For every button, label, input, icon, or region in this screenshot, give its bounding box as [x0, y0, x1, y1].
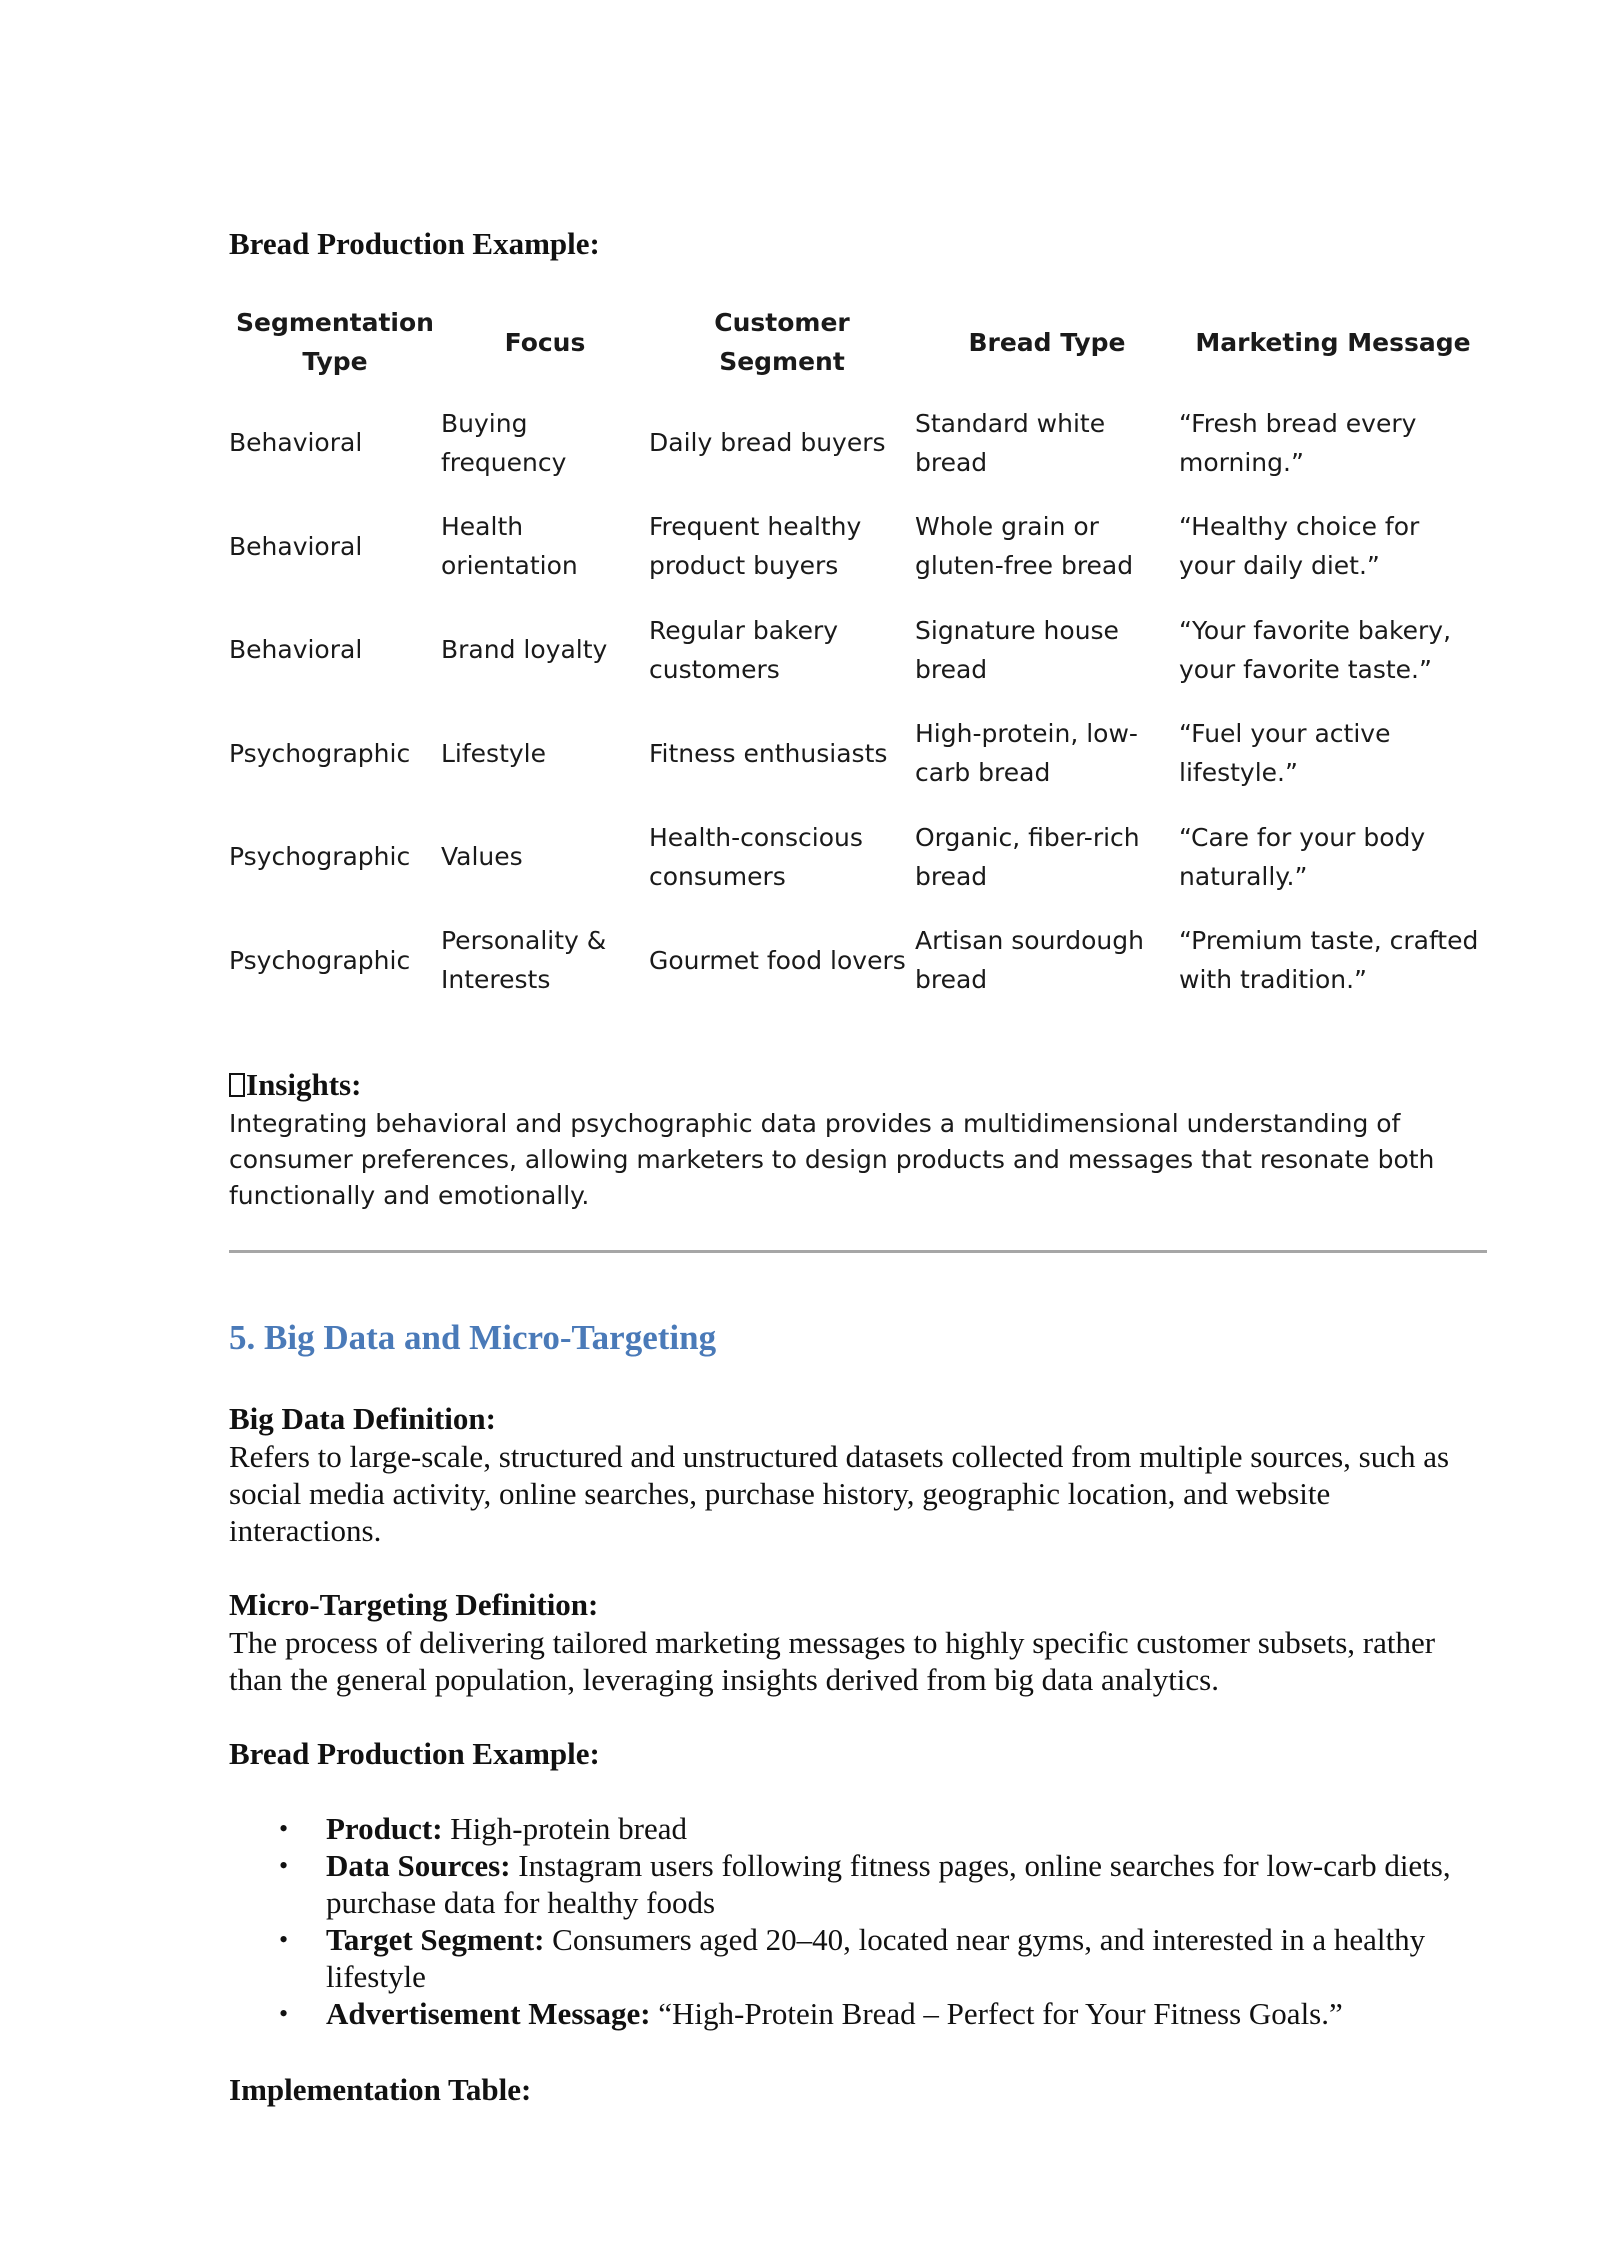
table-cell: Behavioral	[229, 428, 363, 458]
table-cell: Lifestyle	[441, 738, 547, 768]
big-data-definition: Refers to large-scale, structured and unstructured datasets collected from multiple sources, such as social media activity, online searches, purchase history, geographic location, and website interactions.	[229, 1439, 1450, 1548]
list-item	[229, 1921, 1487, 1995]
section-title: 5. Big Data and Micro-Targeting	[229, 1318, 717, 1357]
table-cell: Daily bread buyers	[649, 428, 886, 458]
list-item-text: Instagram users following fitness pages, online searches for low-carb diets, purchase data for healthy foods	[326, 1848, 1451, 1920]
list-item	[229, 1995, 1487, 2032]
example-bullet-list	[229, 1810, 1487, 2032]
table-cell: Regular bakery customers	[649, 615, 839, 684]
table-cell: Organic, fiber-rich bread	[915, 822, 1140, 891]
bullet-icon: •	[279, 1851, 289, 1880]
table-cell: Frequent healthy product buyers	[649, 512, 862, 581]
table-row	[229, 702, 1487, 806]
table-header-row	[229, 293, 1487, 391]
table-row	[229, 909, 1487, 1013]
table-cell: “Fuel your active lifestyle.”	[1179, 719, 1391, 788]
table-cell: Behavioral	[229, 531, 363, 561]
list-item-text: “High-Protein Bread – Perfect for Your Fitness Goals.”	[650, 1996, 1343, 2031]
table-cell: Health orientation	[441, 512, 578, 581]
list-item-label: Target Segment:	[326, 1922, 545, 1957]
table-row	[229, 805, 1487, 909]
list-item	[229, 1847, 1487, 1921]
list-item-label: Product:	[326, 1811, 443, 1846]
table-cell: Whole grain or gluten-free bread	[915, 512, 1134, 581]
table-cell: Standard white bread	[915, 408, 1106, 477]
table-cell: Behavioral	[229, 635, 363, 665]
table-cell: “Premium taste, crafted with tradition.”	[1179, 926, 1479, 995]
table-cell: Artisan sourdough bread	[915, 926, 1144, 995]
table-cell: Psychographic	[229, 738, 411, 768]
missing-glyph-icon	[229, 1073, 245, 1097]
table-cell: “Healthy choice for your daily diet.”	[1179, 512, 1420, 581]
table-cell: High-protein, low-carb bread	[915, 719, 1138, 788]
table-cell: Personality & Interests	[441, 926, 607, 995]
list-item	[229, 1810, 1487, 1847]
table-row	[229, 495, 1487, 599]
column-header: Segmentation Type	[236, 308, 434, 376]
bullet-icon: •	[279, 1999, 289, 2028]
micro-targeting-label: Micro-Targeting Definition:	[229, 1587, 599, 1622]
example-heading-2: Bread Production Example:	[229, 1736, 600, 1771]
table-cell: Gourmet food lovers	[649, 945, 906, 975]
section-divider	[229, 1250, 1487, 1253]
column-header: Marketing Message	[1195, 327, 1471, 357]
list-item-text: High-protein bread	[442, 1811, 688, 1846]
table-cell: Fitness enthusiasts	[649, 738, 888, 768]
table-cell: Values	[441, 842, 523, 872]
table-row	[229, 391, 1487, 495]
implementation-table-heading: Implementation Table:	[229, 2072, 532, 2107]
insights-heading	[229, 1067, 361, 1103]
column-header: Bread Type	[968, 327, 1126, 357]
list-item-text: Consumers aged 20–40, located near gyms, and interested in a healthy lifestyle	[326, 1922, 1426, 1994]
micro-targeting-definition: The process of delivering tailored marketing messages to highly specific customer subsets, rather than the general population, leveraging insights derived from big data analytics.	[229, 1625, 1436, 1697]
bullet-icon: •	[279, 1814, 289, 1843]
table-cell: Buying frequency	[441, 408, 567, 477]
segmentation-table	[229, 293, 1487, 1012]
table-cell: Psychographic	[229, 945, 411, 975]
table-cell: “Care for your body naturally.”	[1179, 822, 1426, 891]
table-cell: “Your favorite bakery, your favorite taste.”	[1179, 615, 1452, 684]
column-header: Focus	[504, 327, 586, 357]
table-cell: Signature house bread	[915, 615, 1119, 684]
table-row	[229, 598, 1487, 702]
table-cell: Brand loyalty	[441, 635, 608, 665]
list-item-label: Advertisement Message:	[326, 1996, 651, 2031]
table-cell: Health-conscious consumers	[649, 822, 863, 891]
big-data-label: Big Data Definition:	[229, 1401, 496, 1436]
column-header: Customer Segment	[714, 308, 850, 376]
bullet-icon: •	[279, 1925, 289, 1954]
example-heading: Bread Production Example:	[229, 226, 600, 261]
table-cell: “Fresh bread every morning.”	[1179, 408, 1417, 477]
insights-title: Insights:	[246, 1067, 362, 1102]
list-item-label: Data Sources:	[326, 1848, 511, 1883]
insights-paragraph: Integrating behavioral and psychographic data provides a multidimensional understanding of consumer preferences, allowing marketers to design products and messages that resonate both functionally and emotionally.	[229, 1109, 1435, 1210]
table-cell: Psychographic	[229, 842, 411, 872]
